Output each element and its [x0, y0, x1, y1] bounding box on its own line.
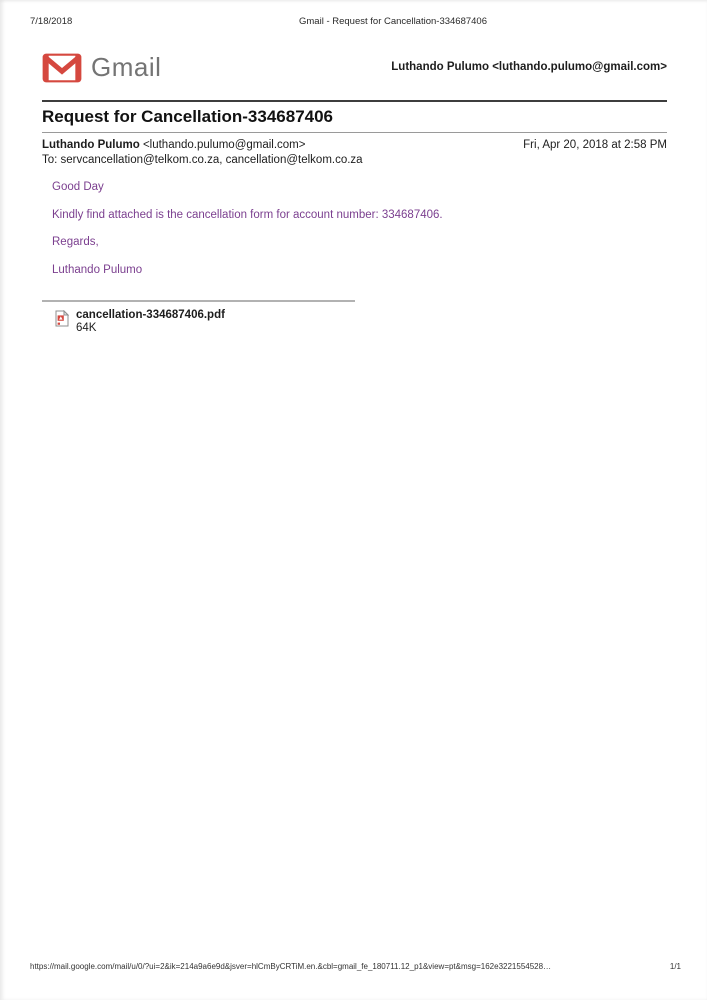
footer-url: https://mail.google.com/mail/u/0/?ui=2&ik=214a9a6e9d&jsver=hlCmByCRTiM.en.&cbl=gmail_fe_180711.12_p1&view=pt&msg=162e3221554528…	[30, 962, 552, 971]
footer-page-number: 1/1	[669, 962, 681, 971]
to-line: To: servcancellation@telkom.co.za, cancellation@telkom.co.za	[42, 154, 363, 166]
from-email: <luthando.pulumo@gmail.com>	[142, 139, 306, 151]
gmail-logo-text: Gmail	[91, 52, 162, 82]
pdf-file-icon	[55, 310, 69, 327]
email-subject: Request for Cancellation-334687406	[42, 107, 334, 126]
attachment-size: 64K	[76, 322, 97, 334]
gmail-envelope-icon	[42, 53, 82, 83]
gmail-logo	[42, 52, 161, 83]
attachment-separator-rule	[42, 300, 355, 302]
body-main-line: Kindly find attached is the cancellation form for account number: 334687406.	[52, 208, 443, 221]
email-body	[52, 181, 443, 291]
account-owner: Luthando Pulumo <luthando.pulumo@gmail.com>	[391, 61, 667, 73]
body-greeting: Good Day	[52, 181, 104, 193]
body-regards: Regards,	[52, 236, 99, 248]
attachment-item	[55, 309, 225, 335]
from-row	[42, 139, 305, 151]
from-name: Luthando Pulumo	[42, 139, 140, 151]
print-title: Gmail - Request for Cancellation-334687406	[299, 16, 487, 27]
attachment-filename: cancellation-334687406.pdf	[76, 309, 225, 321]
body-signature: Luthando Pulumo	[52, 263, 143, 276]
message-date: Fri, Apr 20, 2018 at 2:58 PM	[523, 139, 667, 151]
attachment-text	[76, 309, 225, 335]
subject-bottom-rule	[42, 132, 667, 133]
print-date: 7/18/2018	[30, 16, 73, 27]
subject-top-rule	[42, 100, 667, 102]
